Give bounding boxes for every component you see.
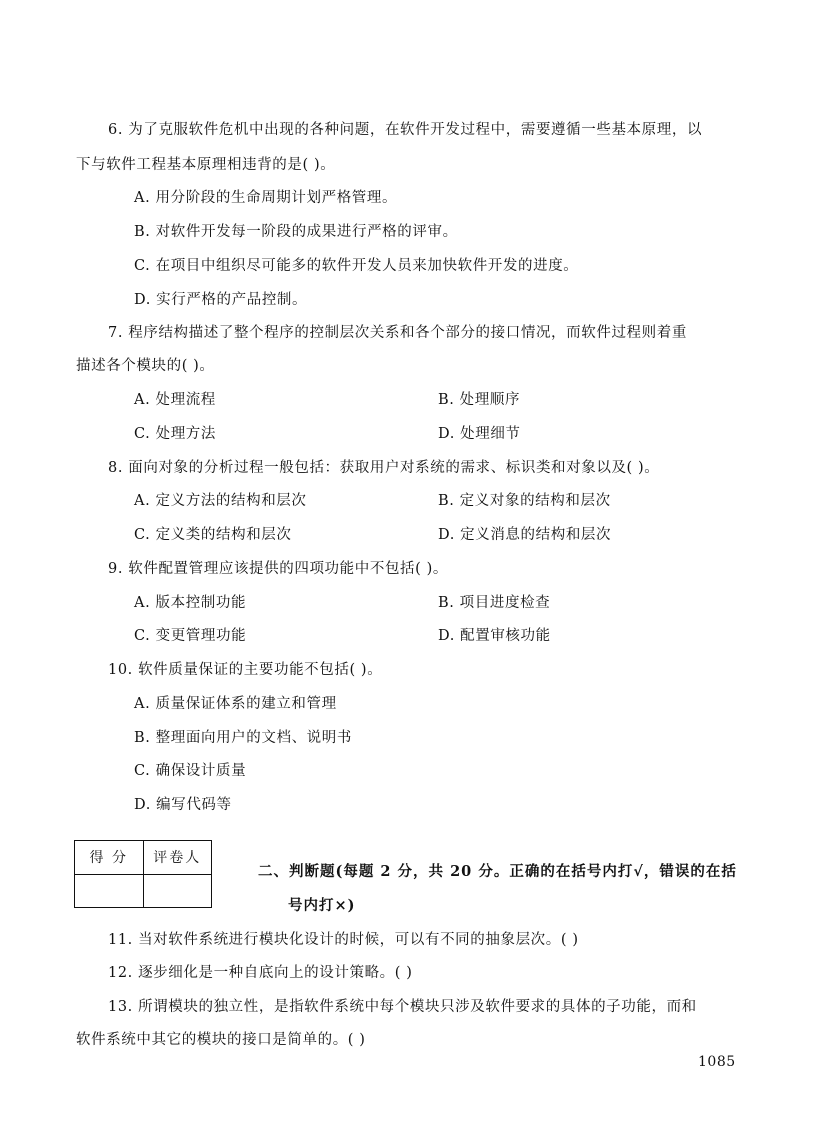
grader-cell[interactable] (143, 874, 212, 908)
score-table (74, 840, 212, 908)
question-10-option-c: C. 确保设计质量 (134, 763, 247, 779)
question-8-option-a: A. 定义方法的结构和层次 (134, 493, 307, 509)
score-cell[interactable] (75, 874, 144, 908)
section-2-heading: 二、判断题(每题 2 分，共 20 分。正确的在括号内打√，错误的在括 (258, 863, 737, 880)
question-6-option-b: B. 对软件开发每一阶段的成果进行严格的评审。 (134, 224, 458, 240)
question-6-text: 6. 为了克服软件危机中出现的各种问题，在软件开发过程中，需要遵循一些基本原理，以 (108, 122, 703, 138)
question-7-text: 7. 程序结构描述了整个程序的控制层次关系和各个部分的接口情况，而软件过程则着重 (108, 325, 687, 341)
question-7-option-b: B. 处理顺序 (438, 392, 521, 408)
question-7-option-c: C. 处理方法 (134, 426, 216, 442)
question-9-option-a: A. 版本控制功能 (134, 595, 247, 611)
question-8-option-c: C. 定义类的结构和层次 (134, 527, 292, 543)
question-9-text: 9. 软件配置管理应该提供的四项功能中不包括( )。 (108, 561, 448, 577)
question-9-option-c: C. 变更管理功能 (134, 628, 247, 644)
question-10-text: 10. 软件质量保证的主要功能不包括( )。 (108, 662, 383, 678)
question-7-text-cont: 描述各个模块的( )。 (76, 358, 215, 374)
question-13-text-cont: 软件系统中其它的模块的接口是简单的。( ) (76, 1032, 366, 1048)
question-12-text: 12. 逐步细化是一种自底向上的设计策略。( ) (108, 965, 413, 981)
question-8-option-b: B. 定义对象的结构和层次 (438, 493, 611, 509)
question-9-option-d: D. 配置审核功能 (438, 628, 551, 644)
question-6-option-c: C. 在项目中组织尽可能多的软件开发人员来加快软件开发的进度。 (134, 258, 579, 274)
question-6-option-a: A. 用分阶段的生命周期计划严格管理。 (134, 190, 398, 206)
question-8-text: 8. 面向对象的分析过程一般包括：获取用户对系统的需求、标识类和对象以及( )。 (108, 460, 660, 476)
question-7-option-a: A. 处理流程 (134, 392, 216, 408)
question-6-option-d: D. 实行严格的产品控制。 (134, 292, 308, 308)
section-2-heading-cont: 号内打×) (288, 897, 356, 914)
grader-label: 评卷人 (143, 841, 212, 875)
page-number: 1085 (698, 1054, 736, 1070)
question-10-option-b: B. 整理面向用户的文档、说明书 (134, 730, 352, 746)
question-8-option-d: D. 定义消息的结构和层次 (438, 527, 612, 543)
question-13-text: 13. 所谓模块的独立性，是指软件系统中每个模块只涉及软件要求的具体的子功能，而和 (108, 999, 697, 1015)
question-10-option-a: A. 质量保证体系的建立和管理 (134, 696, 337, 712)
question-7-option-d: D. 处理细节 (438, 426, 521, 442)
question-11-text: 11. 当对软件系统进行模块化设计的时候，可以有不同的抽象层次。( ) (108, 932, 579, 948)
question-9-option-b: B. 项目进度检查 (438, 595, 551, 611)
score-label: 得 分 (75, 841, 144, 875)
question-10-option-d: D. 编写代码等 (134, 797, 232, 813)
question-6-text-cont: 下与软件工程基本原理相违背的是( )。 (76, 157, 336, 173)
